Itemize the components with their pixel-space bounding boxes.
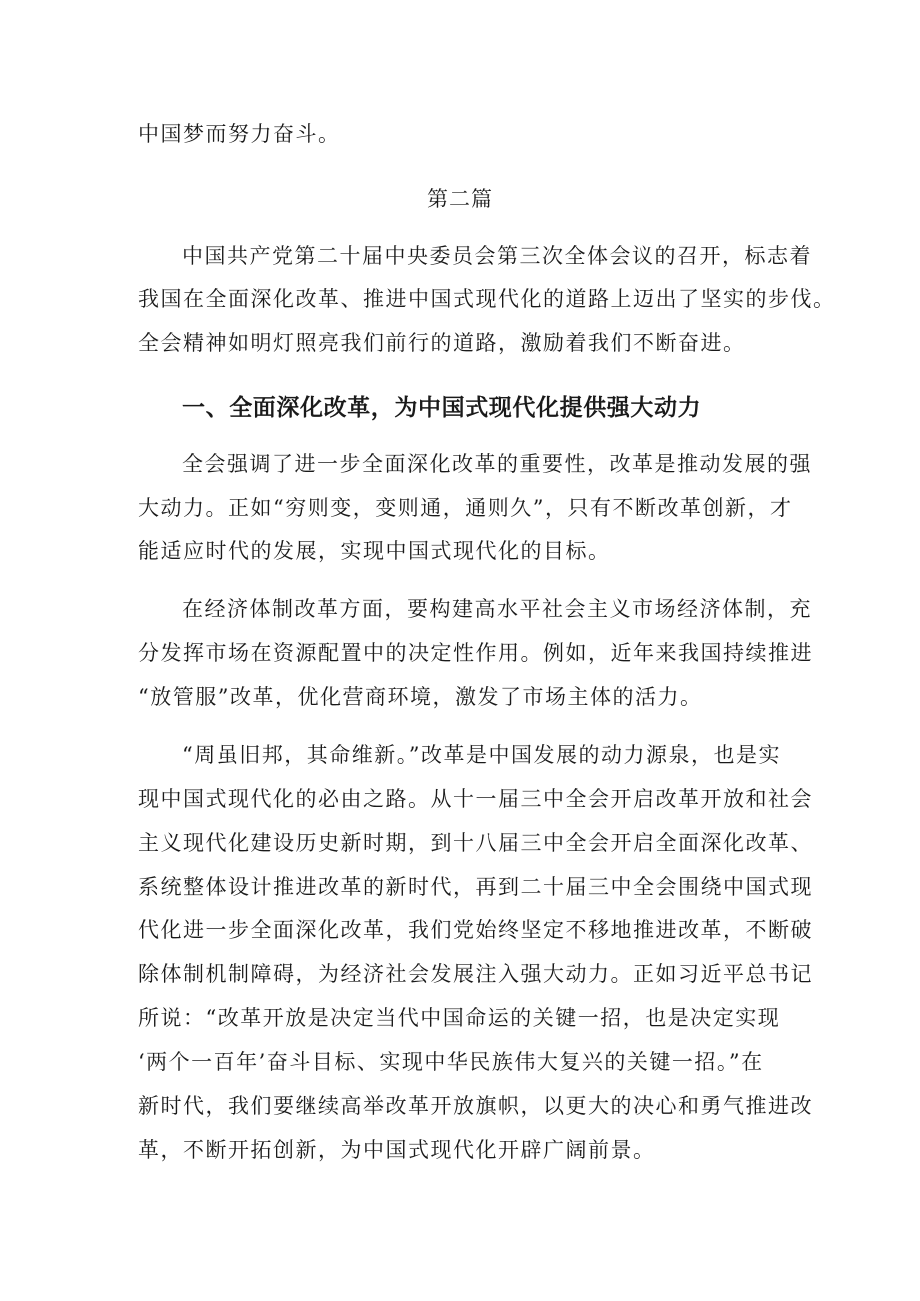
paragraph-line: 全会强调了进一步全面深化改革的重要性，改革是推动发展的强: [182, 452, 812, 476]
paragraph-line: 主义现代化建设历史新时期，到十八届三中全会开启全面深化改革、: [138, 831, 813, 855]
paragraph-line: 革，不断开拓创新，为中国式现代化开辟广阔前景。: [138, 1138, 656, 1162]
section-title: 第二篇: [427, 187, 493, 211]
paragraph-line: 新时代，我们要继续高举改革开放旗帜，以更大的决心和勇气推进改: [138, 1094, 813, 1118]
paragraph-line: 在经济体制改革方面，要构建高水平社会主义市场经济体制，充: [182, 597, 812, 621]
paragraph-line: 大动力。正如“穷则变，变则通，通则久”，只有不断改革创新，才: [138, 496, 793, 520]
paragraph-line: “放管服”改革，优化营商环境，激发了市场主体的活力。: [138, 685, 703, 709]
paragraph-line: 除体制机制障碍，为经济社会发展注入强大动力。正如习近平总书记: [138, 962, 813, 986]
paragraph-line: 系统整体设计推进改革的新时代，再到二十届三中全会围绕中国式现: [138, 875, 813, 899]
paragraph-line: 能适应时代的发展，实现中国式现代化的目标。: [138, 539, 611, 563]
paragraph-line: 代化进一步全面深化改革，我们党始终坚定不移地推进改革，不断破: [138, 918, 813, 942]
intro-line: 全会精神如明灯照亮我们前行的道路，激励着我们不断奋进。: [138, 331, 746, 355]
paragraph-line: 现中国式现代化的必由之路。从十一届三中全会开启改革开放和社会: [138, 787, 813, 811]
continuation-line: 中国梦而努力奋斗。: [138, 122, 341, 146]
intro-line: 我国在全面深化改革、推进中国式现代化的道路上迈出了坚实的步伐。: [138, 287, 836, 311]
intro-line: 中国共产党第二十届中央委员会第三次全体会议的召开，标志着: [182, 244, 812, 268]
section-heading: 一、全面深化改革，为中国式现代化提供强大动力: [182, 395, 702, 421]
paragraph-line: 分发挥市场在资源配置中的决定性作用。例如，近年来我国持续推进: [138, 641, 813, 665]
paragraph-line: “周虽旧邦，其命维新。”改革是中国发展的动力源泉，也是实: [182, 743, 781, 767]
paragraph-line: 所说：“改革开放是决定当代中国命运的关键一招，也是决定实现: [138, 1006, 781, 1030]
paragraph-line: ‘两个一百年’奋斗目标、实现中华民族伟大复兴的关键一招。”在: [138, 1050, 764, 1074]
